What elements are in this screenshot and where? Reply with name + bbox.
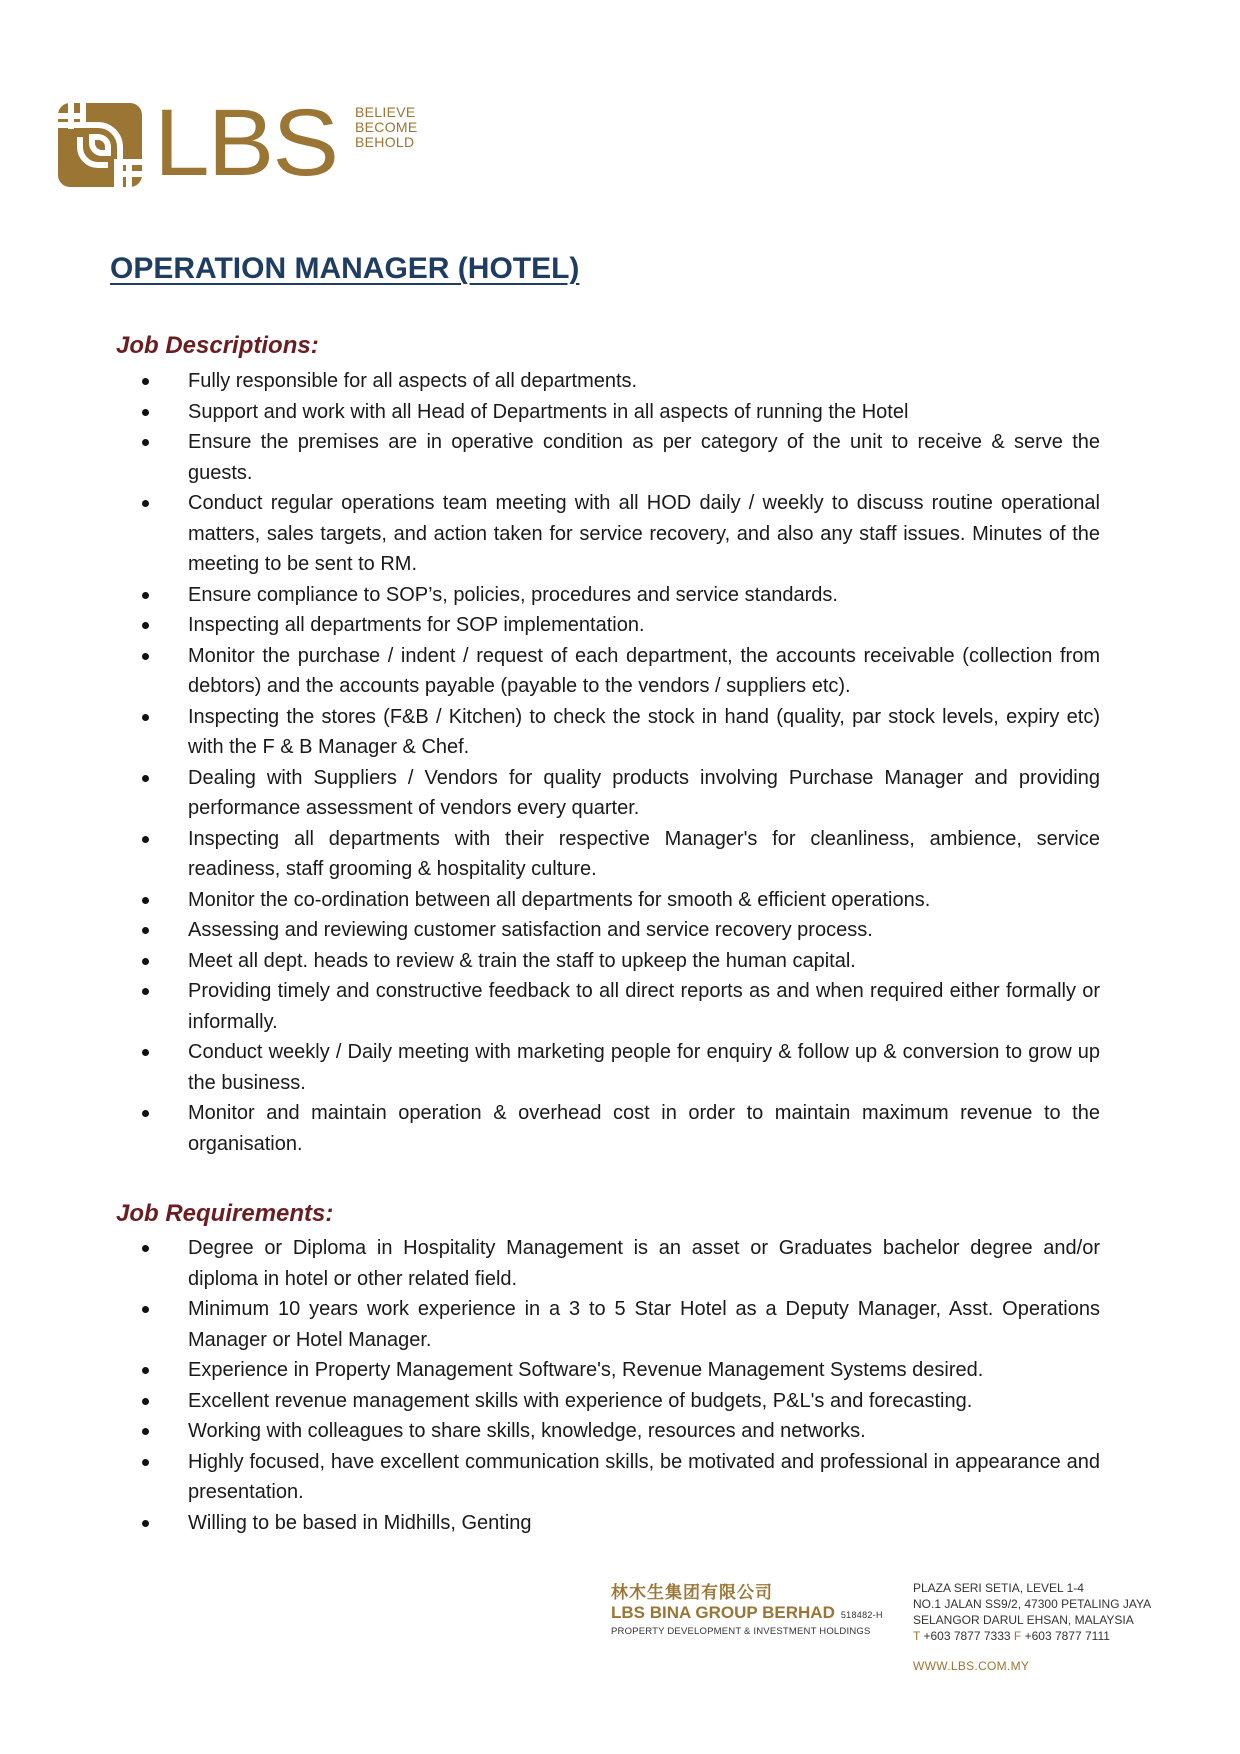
list-item: Minimum 10 years work experience in a 3 to 5 Star Hotel as a Deputy Manager, Asst. Operations Manager or Hotel Manager. xyxy=(130,1294,1100,1355)
footer-company-block xyxy=(611,1583,883,1638)
list-item: Support and work with all Head of Departments in all aspects of running the Hotel xyxy=(130,397,1100,428)
bullet-icon xyxy=(142,653,149,660)
bullet-icon xyxy=(142,927,149,934)
bullet-icon xyxy=(142,378,149,385)
bullet-icon xyxy=(142,1049,149,1056)
list-item: Inspecting all departments with their respective Manager's for cleanliness, ambience, service readiness, staff grooming & hospitality culture. xyxy=(130,824,1100,885)
bullet-icon xyxy=(142,1367,149,1374)
bullet-icon xyxy=(142,439,149,446)
list-item: Highly focused, have excellent communication skills, be motivated and professional in appearance and presentation. xyxy=(130,1447,1100,1508)
bullet-icon xyxy=(142,1428,149,1435)
tagline-line: BELIEVE xyxy=(355,104,416,120)
address-line: SELANGOR DARUL EHSAN, MALAYSIA xyxy=(913,1613,1134,1627)
lbs-logo-mark-icon xyxy=(58,103,142,187)
fax-number: +603 7877 7111 xyxy=(1024,1629,1110,1643)
company-name: LBS BINA GROUP BERHAD 518482-H xyxy=(611,1603,883,1622)
bullet-icon xyxy=(142,775,149,782)
bullet-icon xyxy=(142,1459,149,1466)
footer-address-block xyxy=(913,1580,1151,1674)
list-item: Meet all dept. heads to review & train the staff to upkeep the human capital. xyxy=(130,946,1100,977)
address-line: NO.1 JALAN SS9/2, 47300 PETALING JAYA xyxy=(913,1597,1152,1611)
list-item: Inspecting all departments for SOP implementation. xyxy=(130,610,1100,641)
bullet-icon xyxy=(142,1398,149,1405)
job-descriptions-heading: Job Descriptions: xyxy=(116,332,319,359)
job-requirements-list xyxy=(130,1233,1100,1538)
bullet-icon xyxy=(142,836,149,843)
list-item: Inspecting the stores (F&B / Kitchen) to check the stock in hand (quality, par stock levels, expiry etc) with the F & B Manager & Chef. xyxy=(130,702,1100,763)
job-descriptions-list xyxy=(130,366,1100,1159)
bullet-icon xyxy=(142,897,149,904)
address-line: PLAZA SERI SETIA, LEVEL 1-4 xyxy=(913,1581,1084,1595)
list-item: Monitor the co-ordination between all departments for smooth & efficient operations. xyxy=(130,885,1100,916)
company-tagline: PROPERTY DEVELOPMENT & INVESTMENT HOLDINGS xyxy=(611,1626,871,1637)
tagline-line: BEHOLD xyxy=(355,134,415,150)
bullet-icon xyxy=(142,592,149,599)
bullet-icon xyxy=(142,622,149,629)
company-registration: 518482-H xyxy=(840,1610,883,1620)
tel-number: +603 7877 7333 xyxy=(923,1629,1011,1643)
list-item: Providing timely and constructive feedback to all direct reports as and when required either formally or informally. xyxy=(130,976,1100,1037)
bullet-icon xyxy=(142,1245,149,1252)
website-link[interactable]: WWW.LBS.COM.MY xyxy=(913,1659,1030,1673)
list-item: Ensure compliance to SOP’s, policies, procedures and service standards. xyxy=(130,580,1100,611)
list-item: Conduct weekly / Daily meeting with marketing people for enquiry & follow up & conversion to grow up the business. xyxy=(130,1037,1100,1098)
logo-wordmark: LBS xyxy=(154,89,338,197)
bullet-icon xyxy=(142,958,149,965)
contact-line xyxy=(913,1628,1151,1644)
list-item: Willing to be based in Midhills, Genting xyxy=(130,1508,1100,1539)
fax-label: F xyxy=(1013,1629,1022,1643)
list-item: Excellent revenue management skills with experience of budgets, P&L's and forecasting. xyxy=(130,1386,1100,1417)
bullet-icon xyxy=(142,1306,149,1313)
list-item: Dealing with Suppliers / Vendors for quality products involving Purchase Manager and providing performance assessment of vendors every quarter. xyxy=(130,763,1100,824)
bullet-icon xyxy=(142,714,149,721)
list-item: Monitor and maintain operation & overhead cost in order to maintain maximum revenue to the organisation. xyxy=(130,1098,1100,1159)
bullet-icon xyxy=(142,1520,149,1527)
bullet-icon xyxy=(142,500,149,507)
list-item: Experience in Property Management Software's, Revenue Management Systems desired. xyxy=(130,1355,1100,1386)
logo-tagline xyxy=(355,105,417,150)
job-requirements-heading: Job Requirements: xyxy=(116,1200,334,1227)
list-item: Monitor the purchase / indent / request of each department, the accounts receivable (collection from debtors) and the accounts payable (payable to the vendors / suppliers etc). xyxy=(130,641,1100,702)
list-item: Degree or Diploma in Hospitality Management is an asset or Graduates bachelor degree and/or diploma in hotel or other related field. xyxy=(130,1233,1100,1294)
list-item: Working with colleagues to share skills, knowledge, resources and networks. xyxy=(130,1416,1100,1447)
page-title: OPERATION MANAGER (HOTEL) xyxy=(110,252,580,285)
list-item: Conduct regular operations team meeting with all HOD daily / weekly to discuss routine operational matters, sales targets, and action taken for service recovery, and also any staff issues. Minutes of the meeting to be sent to RM. xyxy=(130,488,1100,580)
list-item: Ensure the premises are in operative condition as per category of the unit to receive & serve the guests. xyxy=(130,427,1100,488)
tagline-line: BECOME xyxy=(355,119,418,135)
tel-label: T xyxy=(913,1629,921,1643)
bullet-icon xyxy=(142,409,149,416)
bullet-icon xyxy=(142,988,149,995)
company-chinese-name: 林木生集团有限公司 xyxy=(611,1583,773,1602)
bullet-icon xyxy=(142,1110,149,1117)
list-item: Assessing and reviewing customer satisfaction and service recovery process. xyxy=(130,915,1100,946)
company-logo xyxy=(58,89,418,197)
list-item: Fully responsible for all aspects of all departments. xyxy=(130,366,1100,397)
